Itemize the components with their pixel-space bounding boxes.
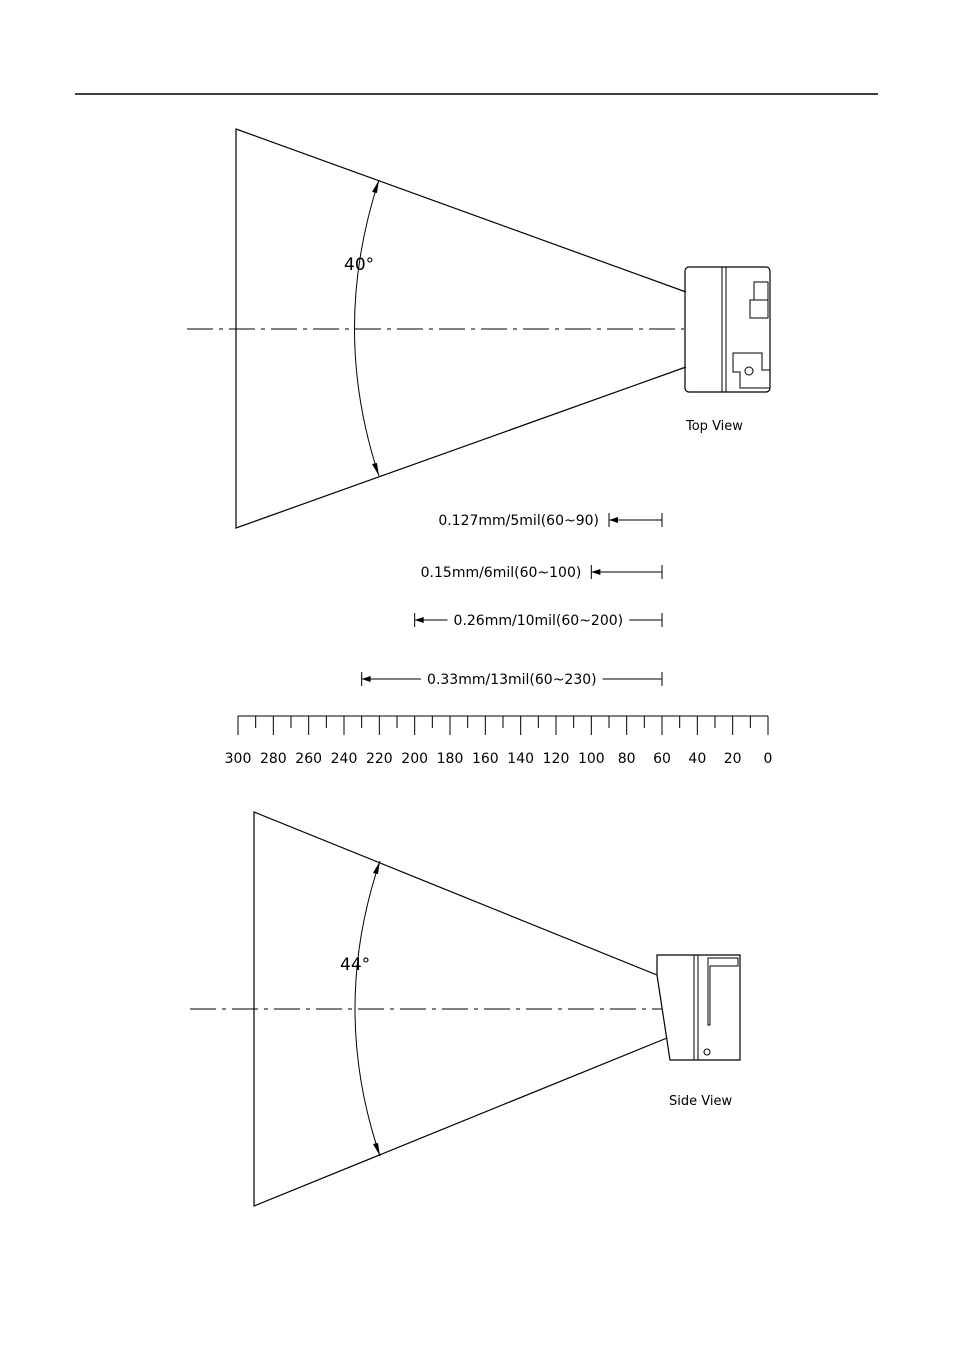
range-arrow: [591, 569, 600, 575]
scale-tick-label: 260: [295, 751, 323, 767]
scale-tick-label: 40: [688, 751, 707, 767]
top-arc-arrow-lower: [372, 463, 379, 476]
scale-tick-label: 160: [471, 751, 499, 767]
scale-tick-label: 240: [330, 751, 358, 767]
scale-tick-label: 200: [401, 751, 429, 767]
scale-tick-label: 80: [617, 751, 636, 767]
scale-tick-label: 280: [259, 751, 287, 767]
top-angle-label: 40°: [344, 255, 375, 275]
range-arrow: [415, 617, 424, 623]
distance-scale: [225, 716, 773, 767]
scale-tick-label: 0: [763, 751, 773, 767]
scanner-side-icon: [657, 955, 740, 1060]
range-arrow: [362, 676, 371, 682]
reading-ranges: [362, 513, 662, 688]
range-arrow: [609, 517, 618, 523]
scale-tick-label: 20: [723, 751, 742, 767]
side-angle-label: 44°: [340, 955, 371, 975]
range-row: [362, 672, 662, 688]
scale-tick-label: 120: [542, 751, 570, 767]
range-label: 0.127mm/5mil(60~90): [438, 513, 599, 529]
scale-tick-label: 180: [436, 751, 464, 767]
range-row: [415, 613, 662, 629]
side-view: [190, 812, 740, 1206]
range-label: 0.33mm/13mil(60~230): [427, 672, 597, 688]
scale-tick-label: 220: [365, 751, 393, 767]
scale-tick-label: 100: [577, 751, 605, 767]
range-row: [421, 565, 662, 581]
top-arc-arrow-upper: [372, 180, 379, 193]
side-arc-arrow-upper: [373, 861, 380, 874]
scanner-top-icon: [685, 267, 770, 392]
scale-tick-label: 300: [224, 751, 252, 767]
top-view: [187, 129, 770, 528]
range-label: 0.26mm/10mil(60~200): [453, 613, 624, 629]
side-view-label: Side View: [669, 1094, 733, 1109]
side-arc-arrow-lower: [373, 1143, 380, 1156]
scale-tick-label: 60: [653, 751, 671, 767]
top-angle-arc: [355, 180, 380, 476]
range-label: 0.15mm/6mil(60~100): [420, 565, 582, 581]
range-row: [438, 513, 662, 529]
top-view-label: Top View: [686, 419, 743, 434]
scale-tick-label: 140: [507, 751, 535, 767]
